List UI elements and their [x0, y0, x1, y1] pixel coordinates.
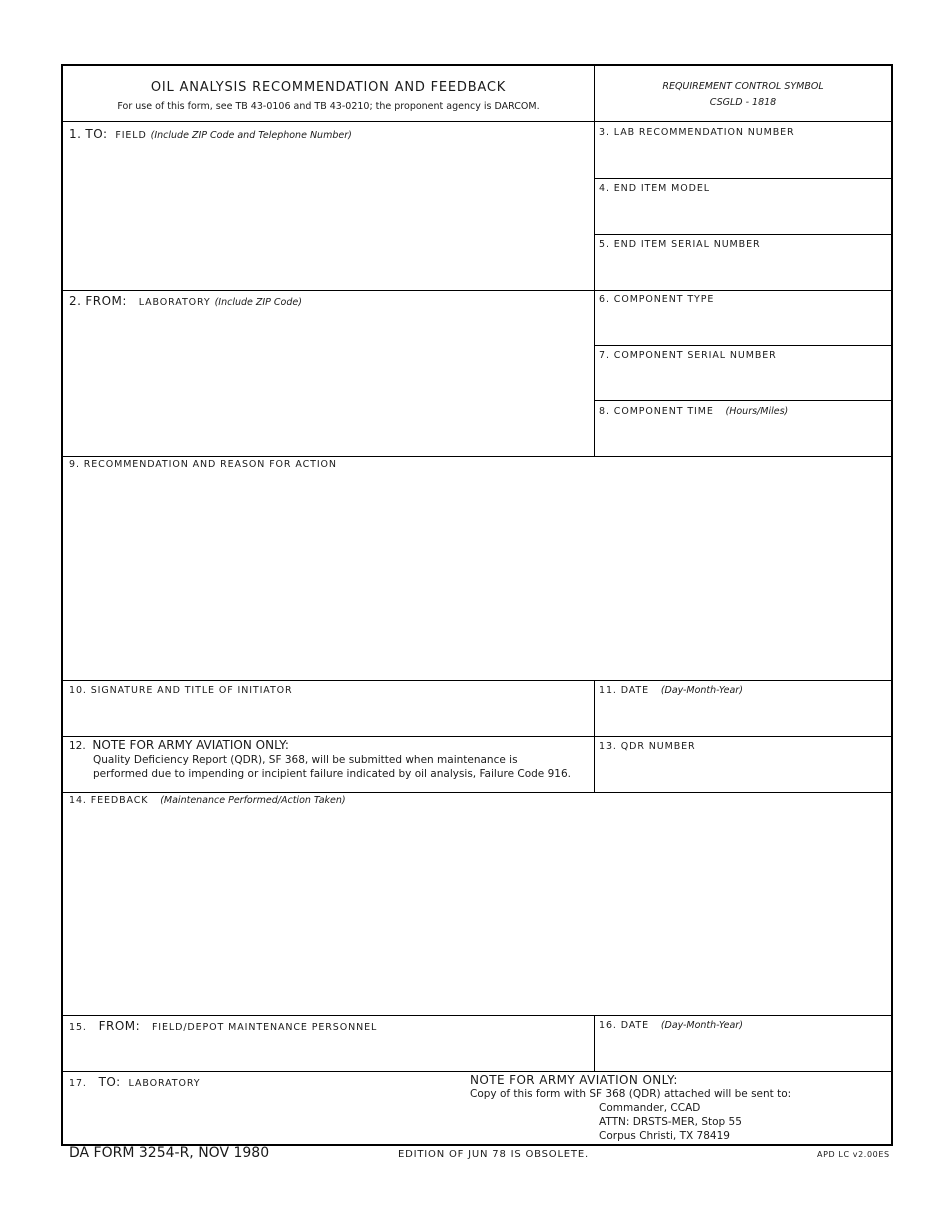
form-identifier: DA FORM 3254-R, NOV 1980 — [69, 1145, 270, 1161]
field-12-number: 12. — [69, 740, 86, 752]
edition-note: EDITION OF JUN 78 IS OBSOLETE. — [398, 1149, 589, 1160]
field-to-input-area[interactable] — [63, 122, 594, 290]
field-15-number: 15. — [69, 1022, 87, 1033]
field-8-label — [599, 406, 788, 417]
field-2-from: FROM: — [85, 294, 127, 308]
field-17-label — [69, 1075, 200, 1089]
field-1-label — [69, 127, 352, 141]
field-7-label: 7. COMPONENT SERIAL NUMBER — [599, 350, 777, 361]
field-8-hint: (Hours/Miles) — [725, 406, 789, 417]
field-10-label: 10. SIGNATURE AND TITLE OF INITIATOR — [69, 685, 293, 696]
field-11-hint: (Day-Month-Year) — [660, 685, 743, 696]
field-1-number: 1. — [69, 127, 82, 141]
field-15-label — [69, 1019, 377, 1033]
field-1-field: FIELD — [115, 130, 147, 141]
field-9-label: 9. RECOMMENDATION AND REASON FOR ACTION — [69, 459, 337, 470]
field-17-number: 17. — [69, 1078, 87, 1089]
field-14-text: 14. FEEDBACK — [69, 795, 149, 806]
field-12-line-1: Quality Deficiency Report (QDR), SF 368, will be submitted when maintenance is — [93, 754, 518, 766]
feedback-input-area[interactable] — [63, 793, 891, 1015]
field-17-address-line-3: Corpus Christi, TX 78419 — [599, 1130, 730, 1142]
field-12-line-2: performed due to impending or incipient failure indicated by oil analysis, Failure Code 916. — [93, 768, 571, 780]
form-title: OIL ANALYSIS RECOMMENDATION AND FEEDBACK — [150, 80, 507, 95]
field-17-to: TO: — [98, 1075, 121, 1089]
field-16-text: 16. DATE — [599, 1020, 650, 1031]
field-1-hint: (Include ZIP Code and Telephone Number) — [150, 130, 352, 141]
field-8-text: 8. COMPONENT TIME — [599, 406, 714, 417]
requirement-control-symbol-label: REQUIREMENT CONTROL SYMBOL — [662, 81, 824, 92]
field-1-to: TO: — [85, 127, 108, 141]
field-11-text: 11. DATE — [599, 685, 650, 696]
field-13-label: 13. QDR NUMBER — [599, 741, 696, 752]
field-16-label — [599, 1020, 743, 1031]
field-12-title — [69, 738, 289, 753]
field-15-from: FROM: — [98, 1019, 141, 1033]
field-15-personnel: FIELD/DEPOT MAINTENANCE PERSONNEL — [151, 1022, 378, 1033]
field-14-hint: (Maintenance Performed/Action Taken) — [160, 795, 346, 806]
field-11-label — [599, 685, 743, 696]
field-17-address-line-1: Commander, CCAD — [599, 1102, 701, 1114]
field-17-note-title: NOTE FOR ARMY AVIATION ONLY: — [470, 1073, 678, 1087]
field-16-hint: (Day-Month-Year) — [660, 1020, 743, 1031]
oil-analysis-form — [61, 64, 893, 1146]
field-17-address-line-2: ATTN: DRSTS-MER, Stop 55 — [599, 1116, 742, 1128]
field-3-label: 3. LAB RECOMMENDATION NUMBER — [599, 127, 795, 138]
field-17-note-line: Copy of this form with SF 368 (QDR) attached will be sent to: — [470, 1088, 792, 1100]
field-2-label — [69, 294, 302, 308]
from-laboratory-input-area[interactable] — [63, 291, 594, 456]
field-5-label: 5. END ITEM SERIAL NUMBER — [599, 239, 761, 250]
form-subtitle: For use of this form, see TB 43-0106 and TB 43-0210; the proponent agency is DARCOM. — [117, 101, 540, 112]
version-code: APD LC v2.00ES — [817, 1150, 890, 1159]
field-2-laboratory: LABORATORY — [138, 297, 211, 308]
divider — [63, 1071, 891, 1072]
field-2-hint: (Include ZIP Code) — [214, 297, 302, 308]
field-2-number: 2. — [69, 294, 82, 308]
recommendation-input-area[interactable] — [63, 457, 891, 680]
field-12-note-title: NOTE FOR ARMY AVIATION ONLY: — [92, 738, 289, 752]
field-4-label: 4. END ITEM MODEL — [599, 183, 710, 194]
field-14-label — [69, 795, 346, 806]
field-17-laboratory: LABORATORY — [128, 1078, 201, 1089]
requirement-control-symbol-value: CSGLD - 1818 — [709, 97, 777, 108]
field-6-label: 6. COMPONENT TYPE — [599, 294, 715, 305]
